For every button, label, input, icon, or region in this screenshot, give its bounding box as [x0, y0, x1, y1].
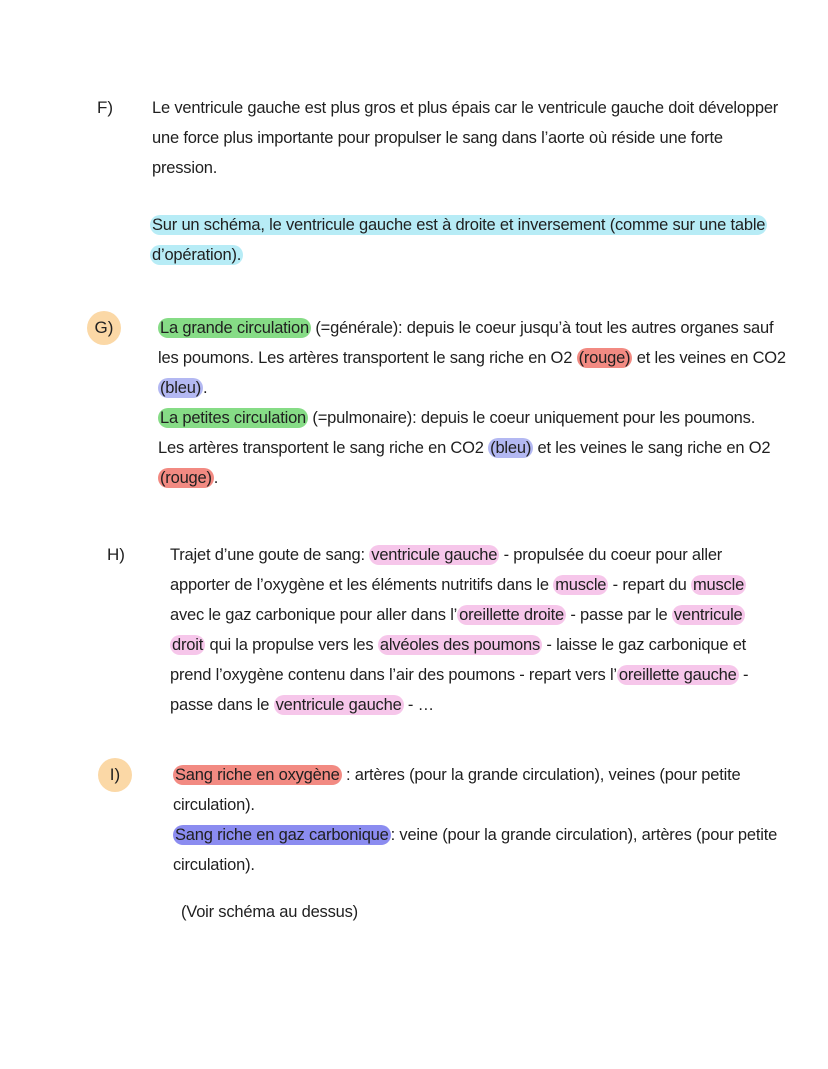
highlight-bleu: (bleu) [160, 379, 201, 397]
section-g-text [158, 313, 786, 493]
highlight-alveoles: alvéoles des poumons [379, 636, 541, 654]
text-fragment: Trajet d’une goute de sang: [170, 546, 370, 564]
highlight-bleu: (bleu) [490, 439, 532, 457]
text-fragment: passe dans le [170, 696, 274, 714]
text-fragment: - laisse le gaz carbonique et [542, 636, 747, 654]
text-line: circulation). [173, 796, 255, 814]
text-fragment: : artères (pour la grande circulation), veines (pour petite [341, 766, 741, 784]
highlight-grande-circulation: La grande circulation [160, 319, 309, 337]
label-f: F) [97, 98, 114, 117]
highlight-muscle: muscle [692, 576, 745, 594]
text-line: une force plus importante pour propulser le sang dans l’aorte où réside une forte [152, 129, 723, 147]
text-fragment: prend l’oxygène contenu dans l’air des poumons - repart vers l’ [170, 666, 617, 684]
text-fragment: les poumons. Les artères transportent le sang riche en O2 [158, 349, 577, 367]
text-fragment: - [738, 666, 749, 684]
voir-schema-note: (Voir schéma au dessus) [181, 903, 358, 921]
text-fragment: Les artères transportent le sang riche en CO2 [158, 439, 489, 457]
highlight-petite-circulation: La petites circulation [160, 409, 307, 427]
text-fragment: - passe par le [565, 606, 672, 624]
highlight-schema-note: Sur un schéma, le ventricule gauche est à droite et inversement (comme sur une table [152, 216, 766, 234]
highlight-muscle: muscle [555, 576, 607, 594]
section-f-note [150, 210, 767, 270]
highlight-sang-oxygene: Sang riche en oxygène [175, 766, 340, 784]
text-fragment: (=pulmonaire): depuis le coeur uniquement pour les poumons. [308, 409, 756, 427]
highlight-ventricule-gauche: ventricule gauche [275, 696, 402, 714]
text-fragment: avec le gaz carbonique pour aller dans l’ [170, 606, 458, 624]
text-fragment: qui la propulse vers les [205, 636, 378, 654]
text-fragment: - repart du [608, 576, 691, 594]
highlight-schema-note: d’opération). [152, 246, 242, 264]
text-fragment: : veine (pour la grande circulation), artères (pour petite [390, 826, 778, 844]
text-fragment: . [213, 469, 219, 487]
text-fragment: (=générale): depuis le coeur jusqu’à tout les autres organes sauf [310, 319, 774, 337]
highlight-rouge: (rouge) [578, 349, 631, 367]
text-line: circulation). [173, 856, 255, 874]
text-fragment: - … [403, 696, 434, 714]
text-fragment: - propulsée du coeur pour aller [499, 546, 723, 564]
text-fragment: . [203, 379, 208, 397]
label-h: H) [107, 545, 125, 564]
highlight-oreillette-droite: oreillette droite [459, 606, 564, 624]
text-fragment: apporter de l’oxygène et les éléments nutritifs dans le [170, 576, 554, 594]
highlight-sang-gaz-carbonique: Sang riche en gaz carbonique [175, 826, 389, 844]
highlight-oreillette-gauche: oreillette gauche [618, 666, 737, 684]
section-f-text [152, 93, 778, 183]
highlight-ventricule: ventricule [673, 606, 743, 624]
text-fragment: et les veines le sang riche en O2 [533, 439, 771, 457]
highlight-droit: droit [172, 636, 204, 654]
label-g: G) [87, 311, 121, 345]
text-line: Le ventricule gauche est plus gros et plus épais car le ventricule gauche doit développer [152, 99, 779, 117]
section-i-text [173, 760, 777, 880]
highlight-rouge: (rouge) [160, 469, 212, 487]
label-i: I) [98, 758, 132, 792]
text-fragment: et les veines en CO2 [632, 349, 786, 367]
highlight-ventricule-gauche: ventricule gauche [371, 546, 498, 564]
section-h-text [170, 540, 748, 720]
text-line: pression. [152, 159, 218, 177]
